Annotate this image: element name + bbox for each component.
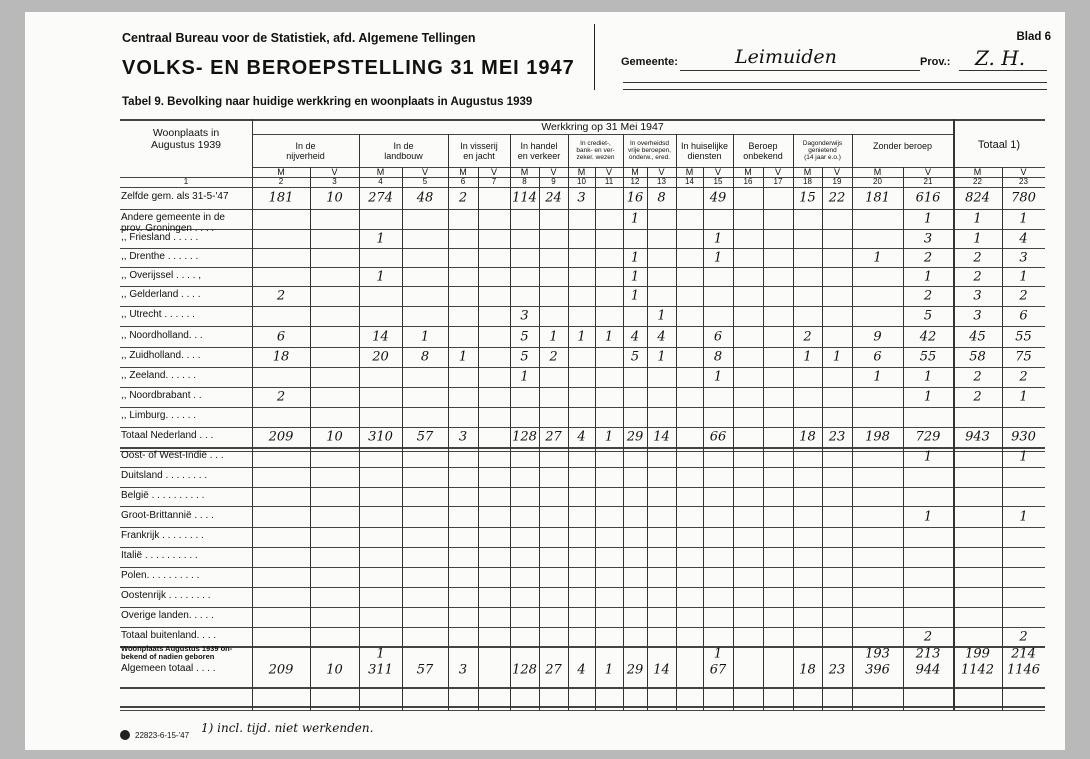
female-column-label: V	[714, 167, 722, 177]
row-rule	[120, 506, 1045, 507]
row-rule	[120, 326, 1045, 327]
table-cell: 2	[973, 269, 982, 284]
row-rule	[120, 547, 1045, 548]
table-cell: 3	[577, 190, 586, 206]
column-number: 21	[923, 177, 933, 186]
table-cell: 4	[630, 329, 640, 344]
werkkring-header: Werkkring op 31 Mei 1947	[541, 121, 664, 133]
column-rule	[1002, 167, 1003, 710]
census-form-sheet	[25, 12, 1065, 750]
column-number: 1	[183, 177, 189, 186]
table-cell: 4	[1019, 231, 1028, 246]
header-rule	[623, 89, 1047, 90]
total-rule	[120, 451, 1045, 452]
table-cell: 214	[1011, 646, 1036, 662]
table-cell: 1	[630, 269, 640, 284]
table-cell: 9	[873, 329, 882, 344]
table-cell: 1	[549, 329, 558, 344]
table-cell: 930	[1011, 429, 1036, 445]
table-rule	[120, 187, 1045, 188]
male-column-label: M	[873, 167, 882, 177]
column-number: 15	[713, 177, 723, 186]
group-header: In de nijverheid	[286, 141, 325, 161]
column-rule	[763, 167, 764, 710]
table-cell: 193	[865, 646, 890, 662]
table-cell: 1	[923, 369, 933, 385]
total-column-rule	[953, 119, 955, 710]
row-rule	[120, 248, 1045, 249]
female-column-label: V	[658, 167, 665, 177]
row-label: ,, Utrecht . . . . . .	[121, 309, 195, 320]
column-number: 20	[873, 177, 882, 186]
table-cell: 2	[923, 288, 933, 304]
row-rule	[120, 367, 1045, 368]
table-cell: 1	[713, 646, 723, 662]
table-cell: 75	[1015, 349, 1032, 365]
row-label: ,, Friesland . . . . .	[121, 231, 199, 243]
column-rule	[539, 167, 540, 710]
table-cell: 55	[919, 349, 937, 365]
gemeente-label: Gemeente:	[621, 56, 678, 68]
column-number: 12	[630, 177, 640, 186]
table-cell: 3	[973, 288, 982, 304]
table-cell: 1	[420, 329, 430, 344]
group-header: Totaal 1)	[977, 139, 1021, 151]
table-cell: 3	[458, 429, 468, 445]
column-rule	[793, 134, 794, 710]
row-rule	[120, 229, 1045, 230]
male-column-label: M	[973, 167, 982, 177]
row-label: Italië . . . . . . . . . .	[121, 550, 198, 561]
female-column-label: V	[605, 167, 613, 177]
table-cell: 16	[626, 190, 644, 206]
column-number: 4	[378, 177, 383, 186]
table-cell: 18	[799, 429, 816, 445]
table-cell: 1	[873, 250, 882, 265]
table-cell: 1	[713, 231, 723, 246]
table-cell: 8	[657, 190, 666, 206]
column-rule	[703, 167, 704, 710]
table-cell: 29	[626, 662, 644, 678]
table-cell: 1	[1019, 449, 1028, 465]
row-header-label: Woonplaats in Augustus 1939	[150, 127, 222, 151]
row-label: Algemeen totaal . . . .	[121, 663, 216, 674]
column-number: 11	[604, 177, 614, 186]
row-label: Oostenrijk . . . . . . . .	[121, 590, 211, 601]
table-cell: 209	[268, 662, 294, 678]
row-label: Frankrijk . . . . . . . .	[121, 530, 204, 541]
row-rule	[120, 487, 1045, 488]
column-number: 14	[685, 177, 694, 186]
table-title: Tabel 9. Bevolking naar huidige werkkring en woonplaats in Augustus 1939	[122, 96, 533, 108]
table-cell: 8	[420, 349, 430, 365]
table-cell: 181	[268, 190, 294, 206]
column-number: 9	[551, 177, 556, 186]
footnote: 1) incl. tijd. niet werkenden.	[201, 721, 374, 735]
table-cell: 2	[1019, 288, 1028, 304]
sheet-number: Blad 6	[1016, 31, 1051, 43]
column-rule	[647, 167, 648, 710]
table-cell: 27	[545, 662, 562, 678]
table-cell: 57	[416, 429, 434, 445]
province-value: Z. H.	[975, 46, 1026, 70]
row-label: ,, Overijssel . . . . ,	[121, 269, 202, 281]
female-column-label: V	[421, 167, 429, 177]
print-code: 22823-6-15-'47	[135, 731, 190, 740]
female-column-label: V	[550, 167, 557, 177]
table-cell: 4	[577, 429, 586, 445]
row-label: Andere gemeente in de prov. Groningen . . . .	[121, 212, 225, 234]
table-cell: 1	[973, 211, 982, 227]
column-number: 8	[522, 177, 527, 186]
row-label: Overige landen. . . . .	[121, 610, 214, 621]
table-cell: 45	[969, 329, 986, 344]
table-cell: 181	[865, 190, 890, 206]
row-rule	[120, 387, 1045, 388]
table-cell: 5	[520, 349, 529, 365]
table-cell: 15	[799, 190, 816, 206]
table-cell: 3	[458, 662, 468, 678]
group-header: In visserij en jacht	[460, 141, 498, 161]
row-label: Woonplaats Augustus 1939 on- bekend of nadien geboren	[121, 644, 233, 661]
row-label: ,, Noordbrabant . .	[121, 390, 202, 401]
table-cell: 67	[709, 662, 727, 678]
column-number: 3	[332, 177, 337, 186]
row-label: ,, Zuidholland. . . .	[121, 350, 201, 361]
row-label: Polen. . . . . . . . . .	[121, 570, 200, 581]
table-cell: 14	[653, 662, 670, 678]
table-cell: 6	[1019, 308, 1028, 324]
group-header: In handel en verkeer	[517, 141, 561, 161]
table-cell: 2	[803, 329, 812, 344]
table-cell: 29	[626, 429, 644, 445]
table-cell: 6	[276, 329, 286, 344]
group-header: In crediet-, bank- en ver- zeker. wezen	[576, 140, 615, 161]
table-cell: 2	[973, 389, 982, 405]
table-cell: 23	[828, 662, 846, 678]
male-column-label: M	[803, 167, 812, 177]
table-cell: 3	[973, 308, 982, 324]
table-cell: 1	[630, 211, 640, 227]
column-number: 2	[278, 177, 284, 186]
census-title: VOLKS- EN BEROEPSTELLING 31 MEI 1947	[122, 57, 575, 79]
table-cell: 1	[520, 369, 529, 385]
row-label: ,, Gelderland . . . .	[121, 289, 201, 300]
table-cell: 1146	[1006, 662, 1041, 678]
province-label: Prov.:	[920, 56, 951, 68]
male-column-label: M	[577, 167, 586, 177]
printer-logo-icon	[120, 730, 130, 740]
table-cell: 198	[865, 429, 890, 445]
table-cell: 209	[268, 429, 294, 445]
column-number: 23	[1019, 177, 1028, 186]
table-cell: 1	[630, 250, 640, 265]
male-column-label: M	[376, 167, 385, 177]
table-cell: 5	[520, 329, 529, 344]
table-cell: 1	[376, 231, 385, 246]
male-column-label: M	[277, 167, 285, 177]
column-rule	[478, 167, 479, 710]
column-number: 13	[657, 177, 666, 186]
table-cell: 22	[828, 190, 846, 206]
table-cell: 1	[577, 329, 586, 344]
row-rule	[120, 427, 1045, 428]
table-cell: 48	[416, 190, 434, 206]
table-cell: 1	[1019, 269, 1028, 284]
column-rule	[359, 134, 360, 710]
table-cell: 2	[458, 190, 468, 206]
total-rule	[120, 646, 1045, 648]
table-cell: 55	[1015, 329, 1032, 344]
table-cell: 2	[923, 250, 933, 265]
table-cell: 1	[376, 646, 385, 662]
table-cell: 616	[915, 190, 941, 206]
table-cell: 2	[276, 288, 286, 304]
column-number: 17	[773, 177, 783, 186]
row-rule	[120, 587, 1045, 588]
table-cell: 199	[965, 646, 990, 662]
column-rule	[510, 134, 511, 710]
table-cell: 20	[372, 349, 389, 365]
gemeente-value: Leimuiden	[735, 46, 837, 68]
row-rule	[120, 267, 1045, 268]
table-cell: 42	[919, 329, 937, 344]
column-number: 19	[832, 177, 842, 186]
column-number: 5	[422, 177, 428, 186]
row-rule	[120, 627, 1045, 628]
table-cell: 1	[713, 250, 723, 265]
table-cell: 3	[1019, 250, 1028, 265]
female-column-label: V	[924, 167, 932, 177]
row-label: ,, Limburg. . . . . .	[121, 410, 197, 421]
table-cell: 1	[923, 269, 933, 284]
gemeente-line	[680, 70, 920, 71]
table-cell: 1	[657, 349, 666, 365]
table-cell: 10	[326, 190, 343, 206]
row-label: Totaal buitenland. . . .	[121, 630, 217, 641]
column-rule	[568, 134, 569, 710]
table-cell: 8	[713, 349, 723, 365]
column-number: 7	[491, 177, 497, 186]
row-label: ,, Zeeland. . . . . .	[121, 370, 197, 381]
table-cell: 3	[520, 308, 529, 324]
table-cell: 2	[549, 349, 558, 365]
table-cell: 1	[458, 349, 468, 365]
total-rule	[120, 447, 1045, 449]
table-cell: 1	[1019, 389, 1028, 405]
total-rule	[120, 706, 1045, 708]
total-rule	[120, 687, 1045, 689]
female-column-label: V	[774, 167, 782, 177]
table-cell: 310	[368, 429, 393, 445]
table-cell: 396	[865, 662, 890, 678]
table-cell: 1	[657, 308, 666, 324]
table-cell: 10	[326, 662, 343, 678]
agency-name: Centraal Bureau voor de Statistiek, afd. Algemene Tellingen	[122, 31, 476, 45]
table-cell: 1	[713, 369, 723, 385]
group-header: In huiselijke diensten	[680, 141, 729, 161]
table-cell: 2	[1019, 629, 1028, 645]
table-cell: 66	[709, 429, 727, 445]
group-header: In de landbouw	[384, 141, 423, 161]
column-rule	[402, 167, 403, 710]
table-cell: 5	[923, 308, 933, 324]
table-cell: 1	[376, 269, 385, 284]
table-cell: 58	[969, 349, 986, 365]
row-rule	[120, 347, 1045, 348]
row-rule	[120, 209, 1045, 210]
column-rule	[852, 134, 853, 710]
table-cell: 4	[577, 662, 586, 678]
province-line	[959, 70, 1047, 71]
row-label: ,, Noordholland. . .	[121, 329, 203, 341]
table-cell: 1	[832, 349, 842, 365]
table-cell: 1	[923, 389, 933, 405]
row-rule	[120, 607, 1045, 608]
table-cell: 2	[923, 629, 933, 645]
table-cell: 274	[368, 190, 393, 206]
table-cell: 1	[923, 449, 933, 465]
column-rule	[448, 134, 449, 710]
column-rule	[623, 134, 624, 710]
table-cell: 6	[873, 349, 882, 365]
table-cell: 1	[604, 329, 614, 344]
table-cell: 311	[368, 662, 393, 678]
column-rule	[252, 119, 253, 710]
column-rule	[595, 167, 596, 710]
row-label: Zelfde gem. als 31-5-'47	[121, 191, 229, 202]
column-number: 6	[460, 177, 466, 186]
table-cell: 1	[604, 429, 614, 445]
table-cell: 57	[416, 662, 434, 678]
row-label: Oost- of West-Indië . . .	[121, 450, 224, 461]
table-bottom-rule	[120, 710, 1045, 711]
table-cell: 1	[923, 211, 933, 227]
row-rule	[120, 527, 1045, 528]
table-cell: 780	[1011, 190, 1036, 206]
table-cell: 1	[803, 349, 812, 365]
table-cell: 944	[915, 662, 941, 678]
row-label: Duitsland . . . . . . . .	[121, 470, 208, 481]
table-cell: 24	[545, 190, 562, 206]
female-column-label: V	[331, 167, 338, 177]
table-cell: 1	[630, 288, 640, 304]
row-label: ,, Drenthe . . . . . .	[121, 250, 199, 262]
column-rule	[822, 167, 823, 710]
table-cell: 2	[973, 250, 982, 265]
table-cell: 2	[276, 389, 286, 405]
column-number: 10	[577, 177, 586, 186]
table-cell: 128	[512, 662, 537, 678]
table-cell: 14	[653, 429, 670, 445]
column-number: 18	[803, 177, 812, 186]
table-cell: 1	[604, 662, 614, 678]
group-header: In overheidsd vrije beroepen, onderw., ered.	[628, 140, 671, 161]
row-rule	[120, 286, 1045, 287]
table-cell: 114	[512, 190, 537, 206]
row-rule	[120, 306, 1045, 307]
table-cell: 128	[512, 429, 537, 445]
table-cell: 3	[923, 231, 933, 246]
column-number: 22	[973, 177, 982, 186]
table-cell: 49	[709, 190, 727, 206]
column-rule	[903, 167, 904, 710]
male-column-label: M	[459, 167, 467, 177]
table-cell: 1	[973, 231, 982, 246]
male-column-label: M	[631, 167, 639, 177]
column-number: 16	[743, 177, 753, 186]
group-header: Zonder beroep	[872, 141, 933, 151]
table-cell: 27	[545, 429, 562, 445]
table-cell: 1	[923, 509, 933, 524]
column-rule	[676, 134, 677, 710]
table-cell: 2	[973, 369, 982, 385]
table-cell: 1142	[960, 662, 995, 678]
male-column-label: M	[685, 167, 694, 177]
table-cell: 23	[828, 429, 846, 445]
header-separator	[594, 24, 595, 90]
table-cell: 18	[272, 349, 290, 365]
female-column-label: V	[490, 167, 498, 177]
group-header: Dagonderwijs genietend (14 jaar e.o.)	[802, 140, 843, 161]
row-rule	[120, 567, 1045, 568]
table-cell: 14	[372, 329, 389, 344]
row-label: België . . . . . . . . . .	[121, 489, 205, 501]
table-cell: 1	[873, 369, 882, 385]
table-cell: 6	[713, 329, 723, 344]
table-cell: 2	[1019, 369, 1028, 385]
row-rule	[120, 407, 1045, 408]
male-column-label: M	[744, 167, 752, 177]
table-cell: 729	[915, 429, 941, 445]
group-header: Beroep onbekend	[743, 141, 783, 161]
table-cell: 18	[799, 662, 816, 678]
table-cell: 213	[915, 646, 941, 662]
table-cell: 824	[965, 190, 990, 206]
row-label: Totaal Nederland . . .	[121, 430, 214, 441]
table-cell: 1	[1019, 211, 1028, 227]
table-cell: 1	[1019, 509, 1028, 524]
female-column-label: V	[1020, 167, 1027, 177]
row-label: Groot-Brittannië . . . .	[121, 509, 214, 521]
column-rule	[310, 167, 311, 710]
header-rule	[623, 82, 1047, 83]
male-column-label: M	[520, 167, 529, 177]
table-cell: 4	[657, 329, 666, 344]
column-rule	[733, 134, 734, 710]
female-column-label: V	[833, 167, 841, 177]
table-cell: 5	[630, 349, 640, 365]
table-cell: 10	[326, 429, 343, 445]
table-rule	[252, 134, 953, 135]
table-cell: 943	[965, 429, 990, 445]
row-rule	[120, 467, 1045, 468]
